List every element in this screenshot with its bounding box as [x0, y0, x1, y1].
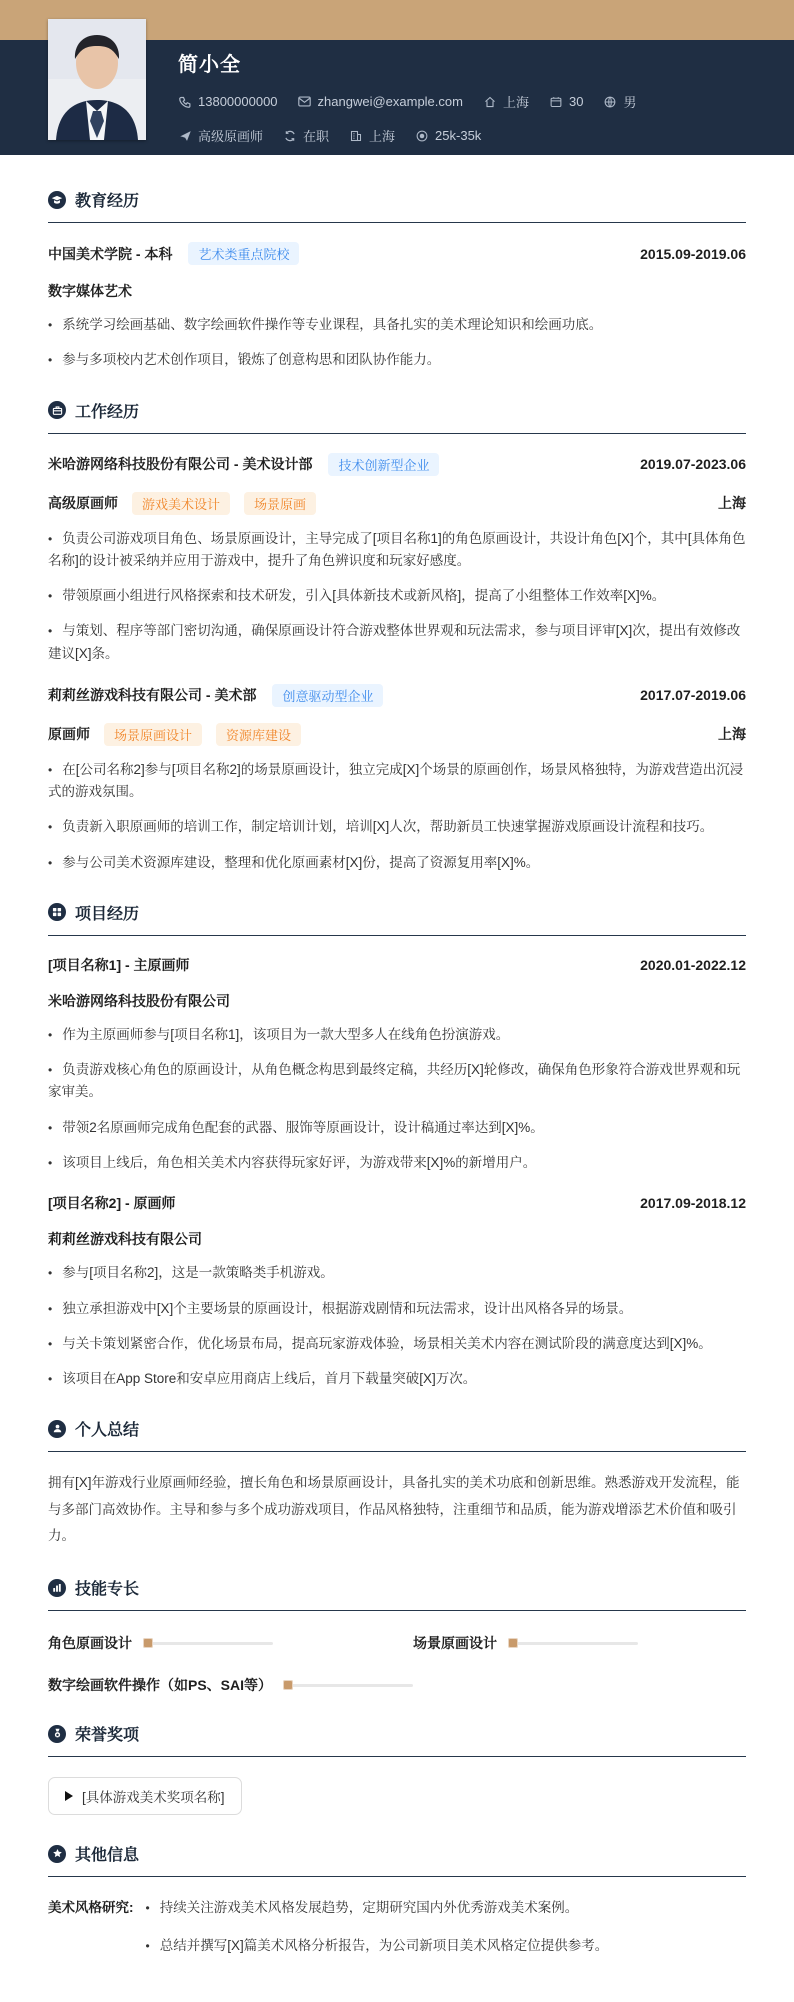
home-city-value: 上海: [502, 95, 529, 110]
work-date: 2019.07-2023.06: [640, 456, 746, 473]
project-bullets: [48, 1262, 746, 1390]
project-company: 莉莉丝游戏科技有限公司: [48, 1231, 202, 1248]
skill-item: [48, 1675, 413, 1695]
company-name: 米哈游网络科技股份有限公司 - 美术设计部: [48, 456, 313, 473]
email-item: [298, 94, 463, 109]
section-title: 教育经历: [75, 193, 140, 210]
work-bullets: [48, 528, 746, 665]
section-other: [48, 1842, 746, 1972]
status-item: [283, 126, 329, 145]
bullet-item: • 负责新入职原画师的培训工作，制定培训计划，培训[X]人次，帮助新员工快速掌握游戏原画设计流程和技巧。: [48, 816, 746, 838]
project-entry: [48, 1193, 746, 1390]
status-icon: [283, 129, 297, 143]
slider-handle[interactable]: [508, 1638, 518, 1648]
age-item: [549, 94, 583, 109]
bullet-item: • 参与[项目名称2]，这是一款策略类手机游戏。: [48, 1262, 746, 1284]
bullet-item: • 作为主原画师参与[项目名称1]，该项目为一款大型多人在线角色扮演游戏。: [48, 1024, 746, 1046]
bullet-item: • 参与多项校内艺术创作项目，锻炼了创意构思和团队协作能力。: [48, 349, 746, 371]
company-name: 莉莉丝游戏科技有限公司 - 美术部: [48, 687, 257, 704]
chart-bars-icon: [48, 1579, 66, 1597]
company-tag[interactable]: 技术创新型企业: [328, 453, 439, 476]
role-tag[interactable]: 游戏美术设计: [132, 492, 230, 515]
role-title: 高级原画师: [48, 495, 118, 512]
project-entry: [48, 955, 746, 1174]
age-value: 30: [568, 94, 584, 109]
skills-header: [48, 1576, 746, 1611]
profile-photo-illustration: [48, 19, 146, 140]
briefcase-icon: [48, 401, 66, 419]
work-city-value: 上海: [369, 129, 396, 144]
contact-row-1: [178, 92, 794, 111]
project-bullets: [48, 1024, 746, 1174]
section-summary: [48, 1417, 746, 1549]
resume-header: [0, 40, 794, 155]
mail-icon: [298, 95, 312, 109]
resume-body: [0, 155, 794, 2002]
section-education: [48, 188, 746, 372]
section-title: 个人总结: [75, 1422, 140, 1440]
bullet-item: • 与关卡策划紧密合作，优化场景布局，提高玩家游戏体验，场景相关美术内容在测试阶段的满意度达到[X]%。: [48, 1333, 746, 1355]
education-entry: [48, 242, 746, 372]
role-tag[interactable]: 场景原画设计: [104, 723, 202, 746]
bullet-item: • 带领2名原画师完成角色配套的武器、服饰等原画设计，设计稿通过率达到[X]%。: [48, 1117, 746, 1139]
role-title: 原画师: [48, 726, 90, 743]
position-item: [178, 126, 263, 145]
section-work: [48, 399, 746, 874]
project-company: 米哈游网络科技股份有限公司: [48, 992, 230, 1009]
other-info-label: 美术风格研究:: [48, 1900, 134, 1916]
status-value: 在职: [303, 129, 330, 144]
bullet-item: • 总结并撰写[X]篇美术风格分析报告，为公司新项目美术风格定位提供参考。: [146, 1935, 609, 1957]
bullet-item: • 系统学习绘画基础、数字绘画软件操作等专业课程，具备扎实的美术理论知识和绘画功底。: [48, 314, 746, 336]
salary-icon: [415, 129, 429, 143]
school-tag[interactable]: 艺术类重点院校: [188, 242, 299, 265]
other-info-row: [48, 1897, 746, 1972]
award-label: [具体游戏美术奖项名称]: [82, 1790, 225, 1806]
project-date: 2020.01-2022.12: [640, 956, 746, 973]
skill-label: 场景原画设计: [413, 1635, 498, 1652]
email-value: zhangwei@example.com: [317, 94, 463, 109]
work-city-item: [349, 126, 395, 145]
bullet-item: • 持续关注游戏美术风格发展趋势，定期研究国内外优秀游戏美术案例。: [146, 1897, 609, 1919]
bullet-item: • 负责公司游戏项目角色、场景原画设计，主导完成了[项目名称1]的角色原画设计，共设计角色[X]个，其中[具体角色名称]的设计被采纳并应用于游戏中，提升了角色辨识度和玩家好感度。: [48, 528, 746, 573]
skill-slider[interactable]: [513, 1642, 638, 1645]
section-title: 项目经历: [75, 905, 140, 923]
skill-slider[interactable]: [288, 1684, 413, 1687]
salary-value: 25k-35k: [435, 128, 482, 143]
age-icon: [549, 95, 563, 109]
work-entry: [48, 684, 746, 874]
person-icon: [48, 1420, 66, 1438]
bullet-item: • 与策划、程序等部门密切沟通，确保原画设计符合游戏整体世界观和玩法需求，参与项目评审[X]次，提出有效修改建议[X]条。: [48, 620, 746, 665]
role-tag[interactable]: 场景原画: [244, 492, 316, 515]
bullet-item: • 独立承担游戏中[X]个主要场景的原画设计，根据游戏剧情和玩法需求，设计出风格各异的场景。: [48, 1298, 746, 1320]
expand-triangle-icon: [65, 1791, 73, 1801]
position-icon: [178, 129, 192, 143]
bullet-item: • 参与公司美术资源库建设，整理和优化原画素材[X]份，提高了资源复用率[X]%。: [48, 852, 746, 874]
skill-label: 数字绘画软件操作（如PS、SAI等）: [48, 1677, 273, 1694]
work-bullets: [48, 759, 746, 874]
school-name: 中国美术学院 - 本科: [48, 245, 173, 262]
medal-icon: [48, 1725, 66, 1743]
candidate-name: 简小全: [178, 54, 241, 76]
contact-row-2: [178, 126, 794, 145]
section-projects: [48, 901, 746, 1390]
grid-icon: [48, 903, 66, 921]
bullet-item: • 在[公司名称2]参与[项目名称2]的场景原画设计，独立完成[X]个场景的原画创作，场景风格独特，为游戏营造出沉浸式的游戏氛围。: [48, 759, 746, 804]
education-date: 2015.09-2019.06: [640, 245, 746, 262]
bullet-item: • 该项目在App Store和安卓应用商店上线后，首月下载量突破[X]万次。: [48, 1368, 746, 1390]
role-tag[interactable]: 资源库建设: [216, 723, 301, 746]
other-header: [48, 1842, 746, 1877]
section-title: 工作经历: [75, 403, 140, 421]
section-title: 技能专长: [75, 1581, 140, 1599]
project-name: [项目名称1] - 主原画师: [48, 956, 190, 973]
bullet-item: • 该项目上线后，角色相关美术内容获得玩家好评，为游戏带来[X]%的新增用户。: [48, 1152, 746, 1174]
work-location: 上海: [718, 495, 746, 512]
home-city-item: [483, 92, 529, 111]
education-bullets: [48, 314, 746, 372]
phone-value: 13800000000: [198, 94, 278, 109]
salary-item: [415, 128, 481, 143]
section-skills: [48, 1576, 746, 1695]
skill-item: [48, 1633, 413, 1653]
profile-photo: [48, 19, 146, 140]
other-bullets: [146, 1897, 609, 1972]
work-entry: [48, 453, 746, 665]
award-item[interactable]: [48, 1777, 242, 1815]
position-value: 高级原画师: [198, 129, 264, 144]
slider-handle[interactable]: [283, 1680, 293, 1690]
skill-slider[interactable]: [148, 1642, 273, 1645]
section-title: 荣誉奖项: [75, 1727, 140, 1745]
awards-header: [48, 1722, 746, 1757]
star-icon: [48, 1845, 66, 1863]
work-date: 2017.07-2019.06: [640, 687, 746, 704]
phone-item: [178, 94, 278, 109]
company-tag[interactable]: 创意驱动型企业: [272, 684, 383, 707]
summary-header: [48, 1417, 746, 1452]
projects-header: [48, 901, 746, 936]
gender-icon: [603, 95, 617, 109]
work-location: 上海: [718, 726, 746, 743]
section-awards: [48, 1722, 746, 1815]
section-title: 其他信息: [75, 1847, 140, 1865]
skill-item: [413, 1633, 746, 1653]
skills-grid: [48, 1633, 746, 1695]
bullet-item: • 负责游戏核心角色的原画设计，从角色概念构思到最终定稿，共经历[X]轮修改，确保角色形象符合游戏世界观和玩家审美。: [48, 1059, 746, 1104]
project-name: [项目名称2] - 原画师: [48, 1195, 176, 1212]
city-icon: [349, 129, 363, 143]
project-date: 2017.09-2018.12: [640, 1195, 746, 1212]
bullet-item: • 带领原画小组进行风格探索和技术研发，引入[具体新技术或新风格]，提高了小组整体工作效率[X]%。: [48, 585, 746, 607]
phone-icon: [178, 95, 192, 109]
summary-text: 拥有[X]年游戏行业原画师经验，擅长角色和场景原画设计，具备扎实的美术功底和创新思维。熟悉游戏开发流程，能与多部门高效协作。主导和参与多个成功游戏项目，作品风格独特，注重细节和品质，能为游戏增添艺术价值和吸引力。: [48, 1475, 740, 1543]
major-name: 数字媒体艺术: [48, 283, 132, 299]
slider-handle[interactable]: [143, 1638, 153, 1648]
graduation-cap-icon: [48, 191, 66, 209]
work-header: [48, 399, 746, 434]
education-header: [48, 188, 746, 223]
gender-value: 男: [623, 95, 637, 110]
skill-label: 角色原画设计: [48, 1635, 132, 1652]
gender-item: [603, 92, 636, 111]
home-icon: [483, 95, 497, 109]
